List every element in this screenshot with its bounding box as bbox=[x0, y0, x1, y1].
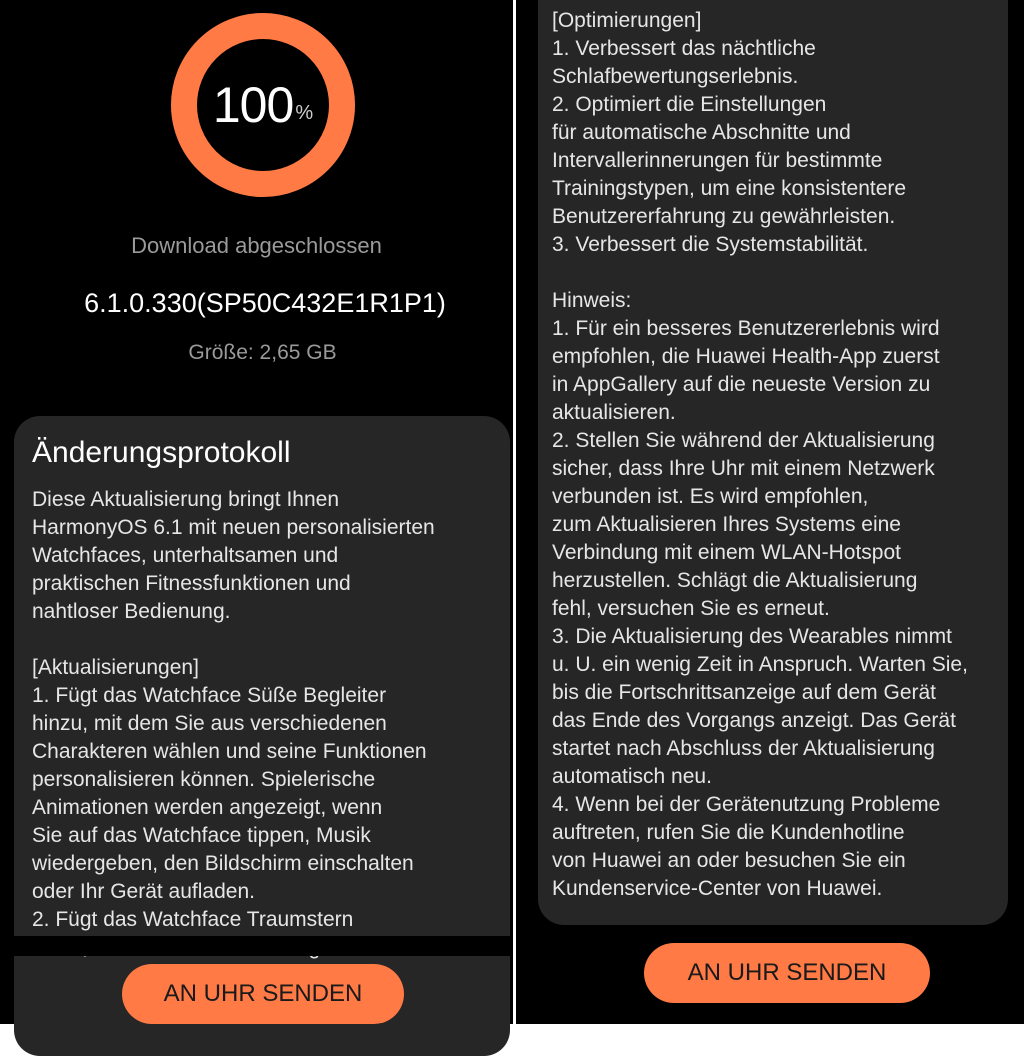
intro-line: praktischen Fitnessfunktionen und bbox=[32, 572, 351, 595]
intro-line: Watchfaces, unterhaltsamen und bbox=[32, 544, 339, 567]
notes-line: das Ende des Vorgangs anzeigt. Das Gerät bbox=[552, 709, 956, 732]
notes-line: automatisch neu. bbox=[552, 765, 712, 788]
changelog-intro bbox=[32, 486, 502, 626]
updates-line: wiedergeben, den Bildschirm einschalten bbox=[32, 852, 414, 875]
optimizations-line: 1. Verbessert das nächtliche bbox=[552, 37, 816, 60]
updates-line: 1. Fügt das Watchface Süße Begleiter bbox=[32, 684, 387, 707]
optimizations-line: 2. Optimiert die Einstellungen bbox=[552, 93, 827, 116]
updates-line: 2. Fügt das Watchface Traumstern bbox=[32, 908, 354, 931]
intro-line: HarmonyOS 6.1 mit neuen personalisierten bbox=[32, 516, 435, 539]
notes-line: herzustellen. Schlägt die Aktualisierung bbox=[552, 569, 918, 592]
notes-line: startet nach Abschluss der Aktualisierung bbox=[552, 737, 935, 760]
progress-unit: % bbox=[295, 101, 314, 124]
download-status: Download abgeschlossen bbox=[131, 233, 382, 258]
optimizations-line: für automatische Abschnitte und bbox=[552, 121, 851, 144]
changelog-notes bbox=[552, 287, 1008, 903]
updates-line: oder Ihr Gerät aufladen. bbox=[32, 880, 255, 903]
notes-line: 4. Wenn bei der Gerätenutzung Probleme bbox=[552, 793, 941, 816]
changelog-card-continued[interactable] bbox=[538, 0, 1008, 925]
notes-line: empfohlen, die Huawei Health-App zuerst bbox=[552, 345, 940, 368]
version-number: 6.1.0.330(SP50C432E1R1P1) bbox=[84, 288, 446, 318]
intro-line: Diese Aktualisierung bringt Ihnen bbox=[32, 488, 340, 511]
send-to-watch-button[interactable]: AN UHR SENDEN bbox=[122, 964, 404, 1024]
send-to-watch-button[interactable]: AN UHR SENDEN bbox=[644, 943, 930, 1003]
optimizations-line: Intervallerinnerungen für bestimmte bbox=[552, 149, 883, 172]
notes-line: zum Aktualisieren Ihres Systems eine bbox=[552, 513, 901, 536]
notes-line: verbunden ist. Es wird empfohlen, bbox=[552, 485, 869, 508]
notes-line: bis die Fortschrittsanzeige auf dem Gerät bbox=[552, 681, 937, 704]
notes-line: von Huawei an oder besuchen Sie ein bbox=[552, 849, 906, 872]
notes-line: sicher, dass Ihre Uhr mit einem Netzwerk bbox=[552, 457, 935, 480]
updates-line: Animationen werden angezeigt, wenn bbox=[32, 796, 383, 819]
card-bottom-edge bbox=[14, 936, 510, 956]
notes-line: 3. Die Aktualisierung des Wearables nimmt bbox=[552, 625, 952, 648]
left-screen bbox=[0, 0, 513, 1024]
notes-line: aktualisieren. bbox=[552, 401, 676, 424]
updates-line: Sie auf das Watchface tippen, Musik bbox=[32, 824, 371, 847]
optimizations-line: Benutzererfahrung zu gewährleisten. bbox=[552, 205, 896, 228]
notes-line: fehl, versuchen Sie es erneut. bbox=[552, 597, 830, 620]
notes-line: 2. Stellen Sie während der Aktualisierung bbox=[552, 429, 935, 452]
download-size: Größe: 2,65 GB bbox=[188, 341, 337, 364]
changelog-optimizations bbox=[552, 7, 1008, 259]
intro-line: nahtloser Bedienung. bbox=[32, 600, 231, 623]
progress-readout bbox=[170, 12, 356, 198]
notes-line: Hinweis: bbox=[552, 289, 632, 312]
updates-line: [Aktualisierungen] bbox=[32, 656, 199, 679]
notes-line: u. U. ein wenig Zeit in Anspruch. Warten Sie, bbox=[552, 653, 968, 676]
changelog-body bbox=[32, 486, 502, 946]
notes-line: auftreten, rufen Sie die Kundenhotline bbox=[552, 821, 905, 844]
changelog-body-continued bbox=[552, 7, 1008, 903]
progress-value: 100 bbox=[212, 77, 294, 133]
optimizations-line: 3. Verbessert die Systemstabilität. bbox=[552, 233, 869, 256]
updates-line: personalisieren können. Spielerische bbox=[32, 768, 376, 791]
updates-line: hinzu, mit dem Sie aus verschiedenen bbox=[32, 712, 387, 735]
changelog-title: Änderungsprotokoll bbox=[32, 436, 291, 469]
notes-line: in AppGallery auf die neueste Version zu bbox=[552, 373, 931, 396]
right-screen bbox=[516, 0, 1024, 1024]
notes-line: Kundenservice-Center von Huawei. bbox=[552, 877, 883, 900]
optimizations-line: Schlafbewertungserlebnis. bbox=[552, 65, 799, 88]
optimizations-line: [Optimierungen] bbox=[552, 9, 702, 32]
notes-line: 1. Für ein besseres Benutzererlebnis wird bbox=[552, 317, 940, 340]
optimizations-line: Trainingstypen, um eine konsistentere bbox=[552, 177, 907, 200]
changelog-card[interactable] bbox=[14, 416, 510, 1056]
changelog-updates bbox=[32, 654, 502, 962]
updates-line: Charakteren wählen und seine Funktionen bbox=[32, 740, 427, 763]
notes-line: Verbindung mit einem WLAN-Hotspot bbox=[552, 541, 901, 564]
